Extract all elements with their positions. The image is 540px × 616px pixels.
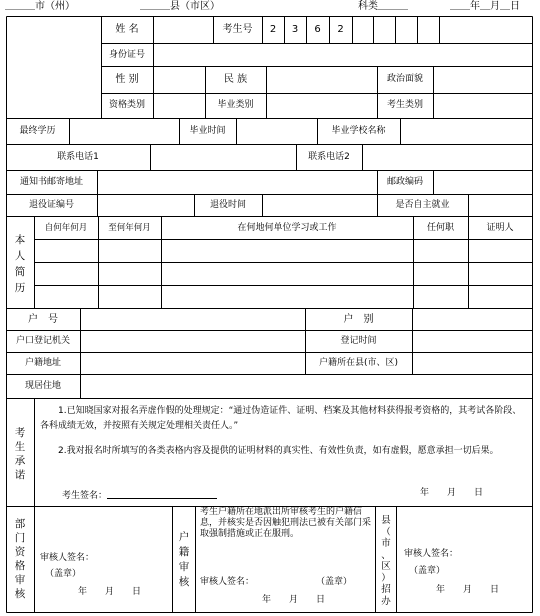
exam-no-digit-2: 3 <box>291 24 299 35</box>
residence-label: 现居住地 <box>24 381 61 391</box>
hukou-review-side-label: 户 籍 审 核 <box>178 531 190 588</box>
pledge-side-label: 考 生 承 诺 <box>14 427 26 481</box>
education-label: 最终学历 <box>19 126 56 136</box>
reg-address-label: 户籍地址 <box>24 358 61 368</box>
postcode-label: 邮政编码 <box>386 177 423 187</box>
pledge-item-1: 1.已知晓国家对报名弄虚作假的处理规定：“通过伪造证件、证明、档案及其他材料获得报考资格的，其考试各阶段、各科成绩无效，并按照有关规定处理相关责任人。” <box>40 406 522 431</box>
pledge-date: 年 月 日 <box>420 488 484 498</box>
gender-label: 性 别 <box>115 74 139 85</box>
pledge-item-2: 2.我对报名时所填写的各类表格内容及提供的证明材料的真实性、有效性负责，如有虚假，愿意承担一切后果。 <box>58 446 499 456</box>
grad-time-label: 毕业时间 <box>189 126 226 136</box>
hukou-seal: （盖章） <box>316 577 353 587</box>
dept-signer: 审核人签名： <box>40 553 95 563</box>
discharge-no-label: 退役证编号 <box>28 200 74 210</box>
dept-seal: （盖章） <box>45 569 82 579</box>
hukou-label: 户 号 <box>28 314 58 325</box>
phone2-label: 联系电话2 <box>308 152 350 162</box>
header-city: ＿＿＿市（州） <box>5 1 75 12</box>
mail-address-label: 通知书邮寄地址 <box>19 177 83 187</box>
signature-line[interactable] <box>107 489 217 499</box>
resume-col-position: 任何职 <box>426 223 454 233</box>
pledge-sign-label: 考生签名： <box>62 489 217 501</box>
county-review-side-label: 县 （ 市 、 区 ） 招 办 <box>381 515 391 607</box>
exam-no-digit-3: 6 <box>314 24 321 35</box>
name-label: 姓 名 <box>115 24 139 35</box>
resume-side-label: 本 人 简 历 <box>14 234 26 294</box>
exam-no-digit-4: 2 <box>337 24 344 35</box>
exam-no-digit-1: 2 <box>269 24 277 35</box>
phone1-label: 联系电话1 <box>57 152 99 162</box>
resume-col-place: 在何地何单位学习或工作 <box>237 223 337 233</box>
header-county: ＿＿＿县（市区） <box>140 1 220 12</box>
school-label: 毕业学校名称 <box>331 126 386 136</box>
reg-location-label: 户籍所在县(市、区) <box>318 358 399 368</box>
header-subject: 科类＿＿＿ <box>358 1 408 12</box>
ethnicity-label: 民 族 <box>223 74 248 85</box>
exam-no-label: 考生号 <box>222 24 253 35</box>
quals-type-label: 资格类别 <box>108 100 145 110</box>
id-no-label: 身份证号 <box>108 50 145 60</box>
hukou-review-text: 考生户籍所在地派出所审核考生的户籍信息，并核实是否因触犯刑法已被有关部门采取强制措施或正在服刑。 <box>200 507 372 539</box>
hukou-type-label: 户 别 <box>343 314 374 325</box>
candidate-type-label: 考生类别 <box>386 100 423 110</box>
hukou-date: 年 月 日 <box>262 595 326 605</box>
resume-col-witness: 证明人 <box>486 223 514 233</box>
resume-col-to: 至何年何月 <box>108 223 151 233</box>
county-seal: （盖章） <box>409 566 446 576</box>
reg-office-label: 户口登记机关 <box>15 336 70 346</box>
hukou-signer: 审核人签名： <box>200 577 255 587</box>
county-signer: 审核人签名： <box>404 549 459 559</box>
county-date: 年 月 日 <box>436 585 500 595</box>
reg-time-label: 登记时间 <box>340 336 377 346</box>
dept-date: 年 月 日 <box>78 587 142 597</box>
political-label: 政治面貌 <box>386 74 423 84</box>
header-date: ＿＿年＿月＿日 <box>450 1 520 12</box>
resume-col-from: 自何年何月 <box>44 223 88 233</box>
self-employed-label: 是否自主就业 <box>395 200 450 210</box>
discharge-time-label: 退役时间 <box>209 200 246 210</box>
grad-type-label: 毕业类别 <box>217 100 254 110</box>
dept-review-side-label: 部 门 资 格 审 核 <box>14 518 26 600</box>
